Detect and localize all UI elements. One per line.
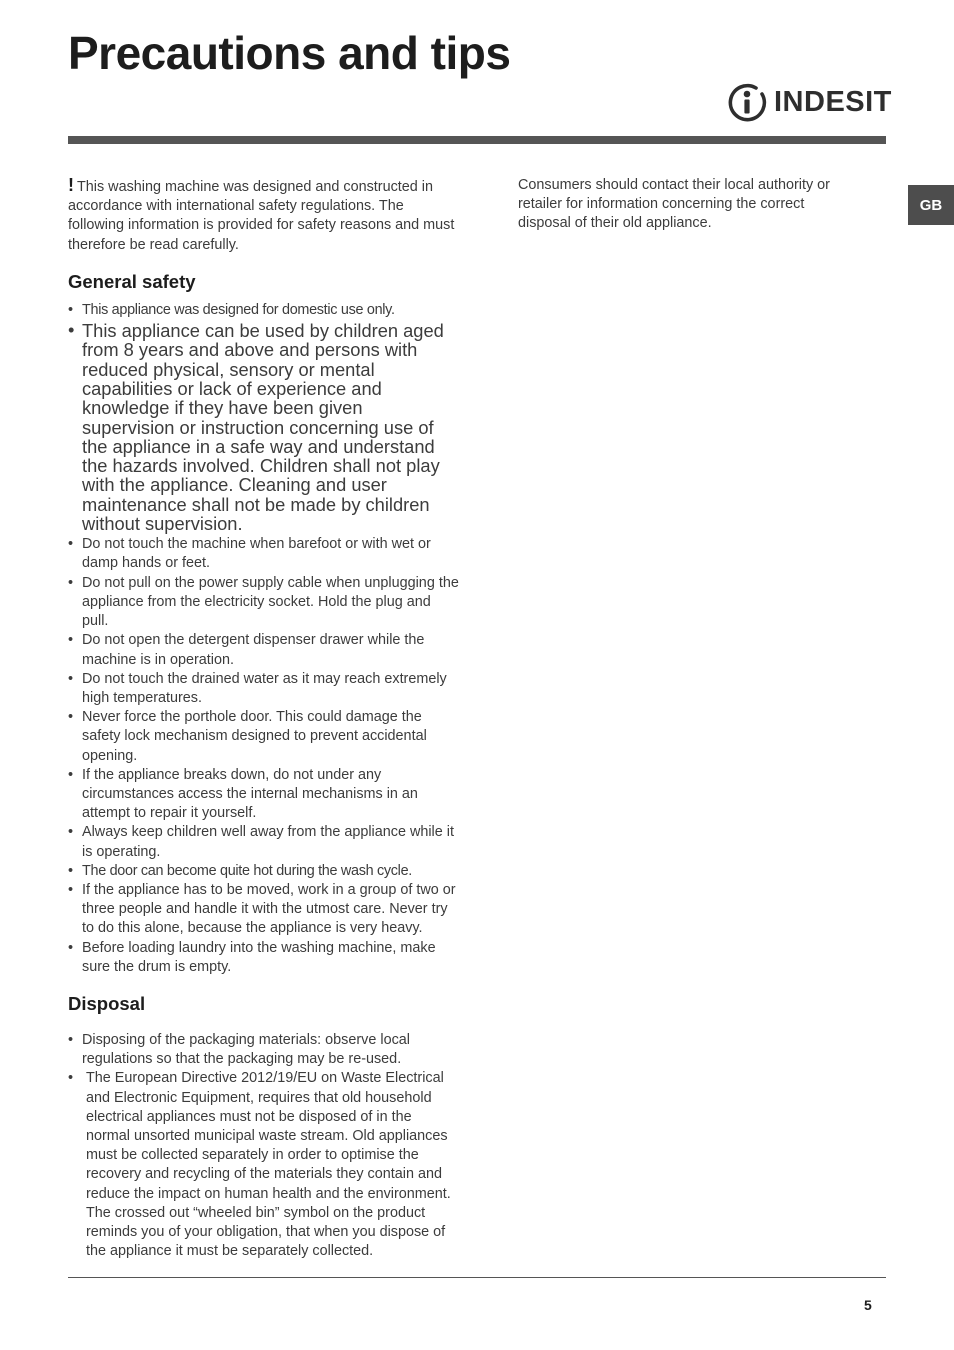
list-item: • Always keep children well away from the appliance while it is operating. [68,823,460,861]
indesit-logo-icon [726,82,768,124]
list-item: • Never force the porthole door. This could damage the safety lock mechanism designed to prevent accidental opening. [68,708,460,766]
disposal-contact-text: Consumers should contact their local authority or retailer for information concerning the correct disposal of their old appliance. [518,177,830,232]
list-item: • Disposing of the packaging materials: observe local regulations so that the packaging may be re-used. [68,1031,460,1069]
language-tab: GB [908,185,954,225]
list-item: • Do not touch the drained water as it may reach extremely high temperatures. [68,670,460,708]
list-item: • The door can become quite hot during the wash cycle. [68,862,460,881]
list-item: • Before loading laundry into the washing machine, make sure the drum is empty. [68,939,460,977]
left-column [68,176,460,1261]
list-item: • If the appliance breaks down, do not under any circumstances access the internal mechanisms in an attempt to repair it yourself. [68,766,460,824]
page-title: Precautions and tips [68,27,511,79]
warning-mark: ! [68,175,74,195]
list-item: • The European Directive 2012/19/EU on Waste Electrical and Electronic Equipment, requires that old household electrical appliances must not be disposed of in the normal unsorted municipal waste stream. Old appliances must be collected separately in order to optimise the recovery and recycling of the materials they contain and reduce the impact on human health and the environment. The crossed out “wheeled bin” symbol on the product reminds you of your obligation, that when you dispose of the appliance it must be separately collected. [68,1069,460,1261]
brand-name: INDESIT [774,86,892,118]
list-item: • If the appliance has to be moved, work in a group of two or three people and handle it with the utmost care. Never try to do this alone, because the appliance is very heavy. [68,881,460,939]
list-item: • Do not touch the machine when barefoot or with wet or damp hands or feet. [68,535,460,573]
disposal-list [68,1031,460,1261]
list-item: • Do not pull on the power supply cable when unplugging the appliance from the electricity socket. Hold the plug and pull. [68,574,460,632]
header-divider [68,136,886,144]
intro-text: This washing machine was designed and constructed in accordance with international safety regulations. The following information is provided for safety reasons and must therefore be read carefully. [68,179,455,253]
general-safety-heading: General safety [68,270,196,292]
right-column [518,176,848,234]
disposal-heading: Disposal [68,992,146,1014]
intro-paragraph [68,176,460,255]
brand-logo [726,82,892,124]
page-number: 5 [864,1297,872,1313]
list-item: • This appliance was designed for domestic use only. [68,301,460,320]
list-item: • This appliance can be used by children aged from 8 years and above and persons with reduced physical, sensory or mental capabilities or lack of experience and knowledge if they have been given supervision or instruction concerning use of the appliance in a safe way and understand the hazards involved. Children shall not play with the appliance. Cleaning and user maintenance shall not be made by children without supervision. [68,320,460,535]
list-item: • Do not open the detergent dispenser drawer while the machine is in operation. [68,631,460,669]
general-safety-list [68,301,460,977]
footer-divider [68,1277,886,1278]
